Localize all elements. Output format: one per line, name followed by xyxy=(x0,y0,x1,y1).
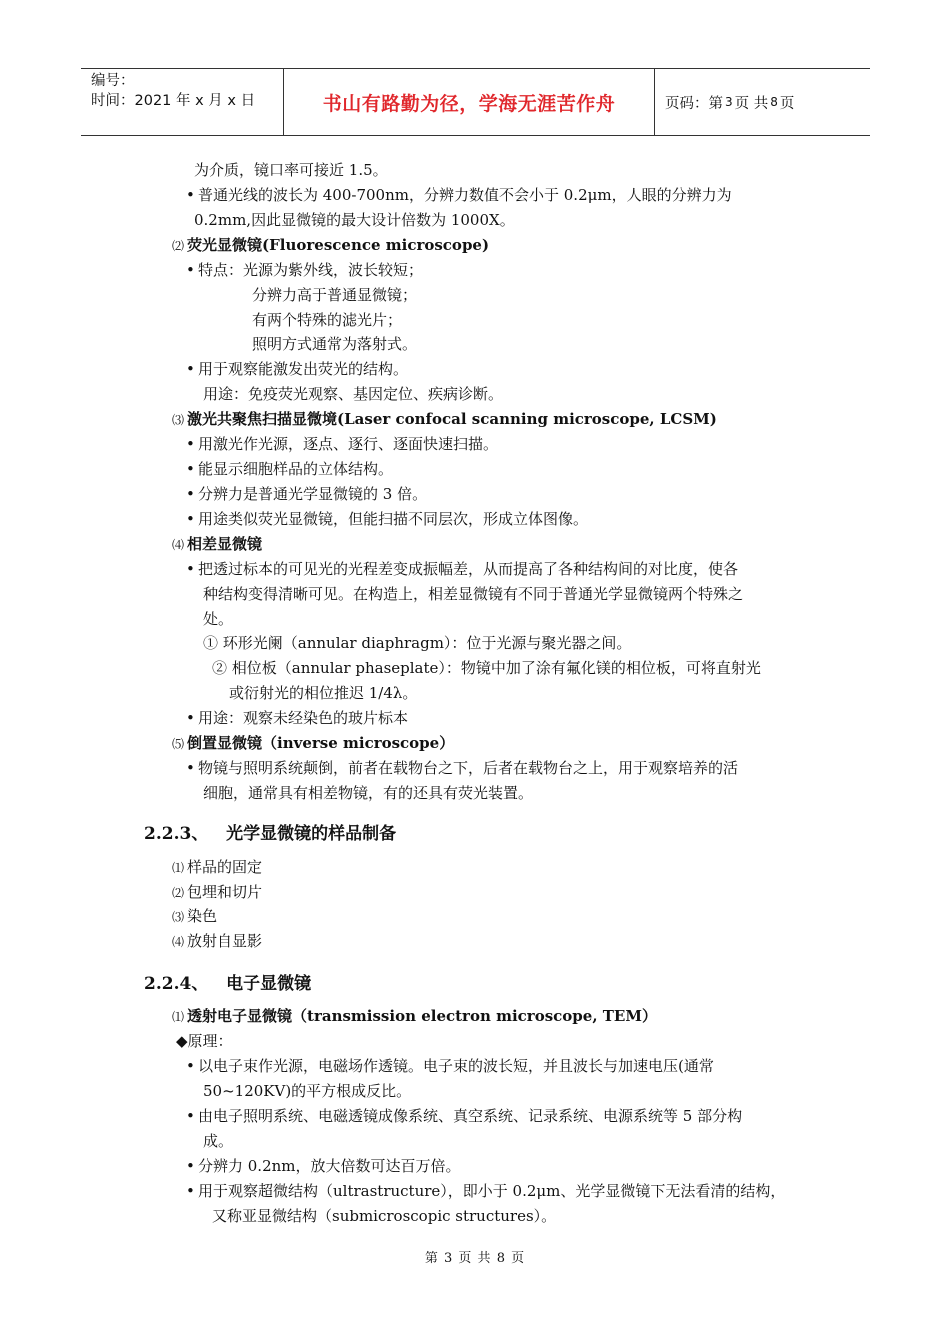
list-number: ⑵ xyxy=(172,886,185,900)
text-line: 把透过标本的可见光的光程差变成振幅差，从而提高了各种结构间的对比度，使各 xyxy=(198,560,739,578)
section-number: 2.2.3、 xyxy=(144,824,209,844)
list-item xyxy=(172,857,262,878)
header-motto-cell xyxy=(283,69,655,135)
bullet-icon: • xyxy=(186,360,195,378)
bullet-icon: • xyxy=(186,1157,195,1175)
bullet-item xyxy=(186,708,408,728)
bullet-item xyxy=(186,758,738,778)
section-number: 2.2.4、 xyxy=(144,974,209,994)
header-motto: 书山有路勤为径，学海无涯苦作舟 xyxy=(322,92,616,115)
bullet-item xyxy=(186,434,498,454)
bullet-icon: • xyxy=(186,186,195,204)
list-number: ⑴ xyxy=(172,1010,185,1024)
bullet-icon: • xyxy=(186,510,195,528)
text-line: 细胞，通常具有相差物镜，有的还具有荧光装置。 xyxy=(203,784,534,802)
page-header xyxy=(81,68,870,136)
page-prefix: 页码：第 xyxy=(665,95,723,112)
text-line: 又称亚显微结构（submicroscopic structures）。 xyxy=(212,1207,557,1225)
text-line: 50~120KV)的平方根成反比。 xyxy=(203,1082,412,1100)
list-number: ⑶ xyxy=(172,910,185,924)
text-line: ① 环形光阑（annular diaphragm）：位于光源与聚光器之间。 xyxy=(203,634,632,652)
text-line: 由电子照明系统、电磁透镜成像系统、真空系统、记录系统、电源系统等 5 部分构 xyxy=(198,1107,743,1125)
list-number: ⑸ xyxy=(172,737,185,751)
subsection-title xyxy=(172,1006,657,1027)
subsection-title-text: 倒置显微镜（inverse microscope） xyxy=(187,734,455,752)
list-number: ⑷ xyxy=(172,935,185,949)
text-line: 0.2mm,因此显微镜的最大设计倍数为 1000X。 xyxy=(194,211,515,229)
subsection-title-text: 透射电子显微镜（transmission electron microscope, TEM） xyxy=(187,1007,657,1025)
text-line: 分辨力 0.2nm，放大倍数可达百万倍。 xyxy=(198,1157,461,1175)
section-heading-text: 光学显微镜的样品制备 xyxy=(226,824,397,844)
subsection-title xyxy=(172,409,717,430)
text-line: ② 相位板（annular phaseplate）：物镜中加了涂有氟化镁的相位板，可将直射光 xyxy=(212,659,761,677)
bullet-icon: • xyxy=(186,560,195,578)
list-item xyxy=(172,906,217,927)
text-line: 成。 xyxy=(203,1132,234,1150)
header-page-info xyxy=(655,69,870,135)
section-heading xyxy=(144,969,311,994)
text-line: 或衍射光的相位推迟 1/4λ。 xyxy=(229,684,418,702)
bullet-item xyxy=(186,185,732,205)
bullet-icon: • xyxy=(186,709,195,727)
bullet-icon: • xyxy=(186,1107,195,1125)
text-line: 能显示细胞样品的立体结构。 xyxy=(198,460,394,478)
subsection-title-text: 激光共聚焦扫描显微境(Laser confocal scanning microscope, LCSM) xyxy=(187,410,717,428)
list-number: ⑶ xyxy=(172,413,185,427)
header-meta xyxy=(81,69,283,135)
bullet-item xyxy=(186,1106,742,1126)
text-line: 以电子束作光源，电磁场作透镜。电子束的波长短，并且波长与加速电压(通常 xyxy=(198,1057,714,1075)
text-line: 用于观察能激发出荧光的结构。 xyxy=(198,360,409,378)
text-line: ◆原理： xyxy=(176,1032,233,1050)
subsection-title-text: 荧光显微镜(Fluorescence microscope) xyxy=(187,236,490,254)
subsection-title xyxy=(172,534,262,555)
bullet-item xyxy=(186,260,423,280)
list-number: ⑵ xyxy=(172,239,185,253)
subsection-title xyxy=(172,733,454,754)
bullet-item xyxy=(186,1156,461,1176)
text-line: 用激光作光源，逐点、逐行、逐面快速扫描。 xyxy=(198,435,499,453)
list-item-text: 样品的固定 xyxy=(187,858,263,876)
bullet-item xyxy=(186,359,408,379)
text-line: 物镜与照明系统颠倒，前者在载物台之下，后者在载物台之上，用于观察培养的活 xyxy=(198,759,739,777)
text-line: 普通光线的波长为 400-700nm，分辨力数值不会小于 0.2μm，人眼的分辨力为 xyxy=(198,186,732,204)
section-heading-text: 电子显微镜 xyxy=(226,974,312,994)
page-suffix: 页 xyxy=(779,95,795,112)
bullet-icon: • xyxy=(186,485,195,503)
page-footer: 第 3 页 共 8 页 xyxy=(424,1251,526,1266)
section-heading xyxy=(144,819,396,844)
text-line: 照明方式通常为落射式。 xyxy=(252,335,418,353)
document-date: 时间：2021 年 x 月 x 日 xyxy=(91,93,256,109)
bullet-item xyxy=(186,1181,785,1201)
bullet-icon: • xyxy=(186,460,195,478)
document-number-label: 编号： xyxy=(91,73,135,89)
subsection-title xyxy=(172,235,489,256)
text-line: 分辨力高于普通显微镜； xyxy=(252,286,418,304)
subsection-title-text: 相差显微镜 xyxy=(187,535,263,553)
text-line: 用途类似荧光显微镜，但能扫描不同层次，形成立体图像。 xyxy=(198,510,589,528)
bullet-item xyxy=(186,484,427,504)
list-item-text: 放射自显影 xyxy=(187,932,263,950)
list-item-text: 染色 xyxy=(187,907,218,925)
list-item xyxy=(172,882,262,903)
page-middle: 页 共 xyxy=(734,95,769,112)
text-line: 为介质，镜口率可接近 1.5。 xyxy=(194,161,388,179)
bullet-icon: • xyxy=(186,1057,195,1075)
bullet-item xyxy=(186,559,738,579)
bullet-item xyxy=(186,509,588,529)
bullet-icon: • xyxy=(186,759,195,777)
text-line: 用途：免疫荧光观察、基因定位、疾病诊断。 xyxy=(203,385,504,403)
list-number: ⑷ xyxy=(172,538,185,552)
list-item xyxy=(172,931,262,952)
bullet-icon: • xyxy=(186,1182,195,1200)
page-current: 3 xyxy=(725,95,733,109)
bullet-item xyxy=(186,1056,714,1076)
bullet-item xyxy=(186,459,393,479)
text-line: 处。 xyxy=(203,610,234,628)
bullet-icon: • xyxy=(186,435,195,453)
text-line: 分辨力是普通光学显微镜的 3 倍。 xyxy=(198,485,428,503)
text-line: 用于观察超微结构（ultrastructure），即小于 0.2μm、光学显微镜下无法看清的结构， xyxy=(198,1182,786,1200)
text-line: 种结构变得清晰可见。在构造上，相差显微镜有不同于普通光学显微镜两个特殊之 xyxy=(203,585,744,603)
text-line: 用途：观察未经染色的玻片标本 xyxy=(198,709,409,727)
text-line: 有两个特殊的滤光片； xyxy=(252,311,403,329)
page-total: 8 xyxy=(770,95,778,109)
bullet-icon: • xyxy=(186,261,195,279)
text-line: 特点：光源为紫外线，波长较短； xyxy=(198,261,424,279)
list-number: ⑴ xyxy=(172,861,185,875)
list-item-text: 包埋和切片 xyxy=(187,883,263,901)
